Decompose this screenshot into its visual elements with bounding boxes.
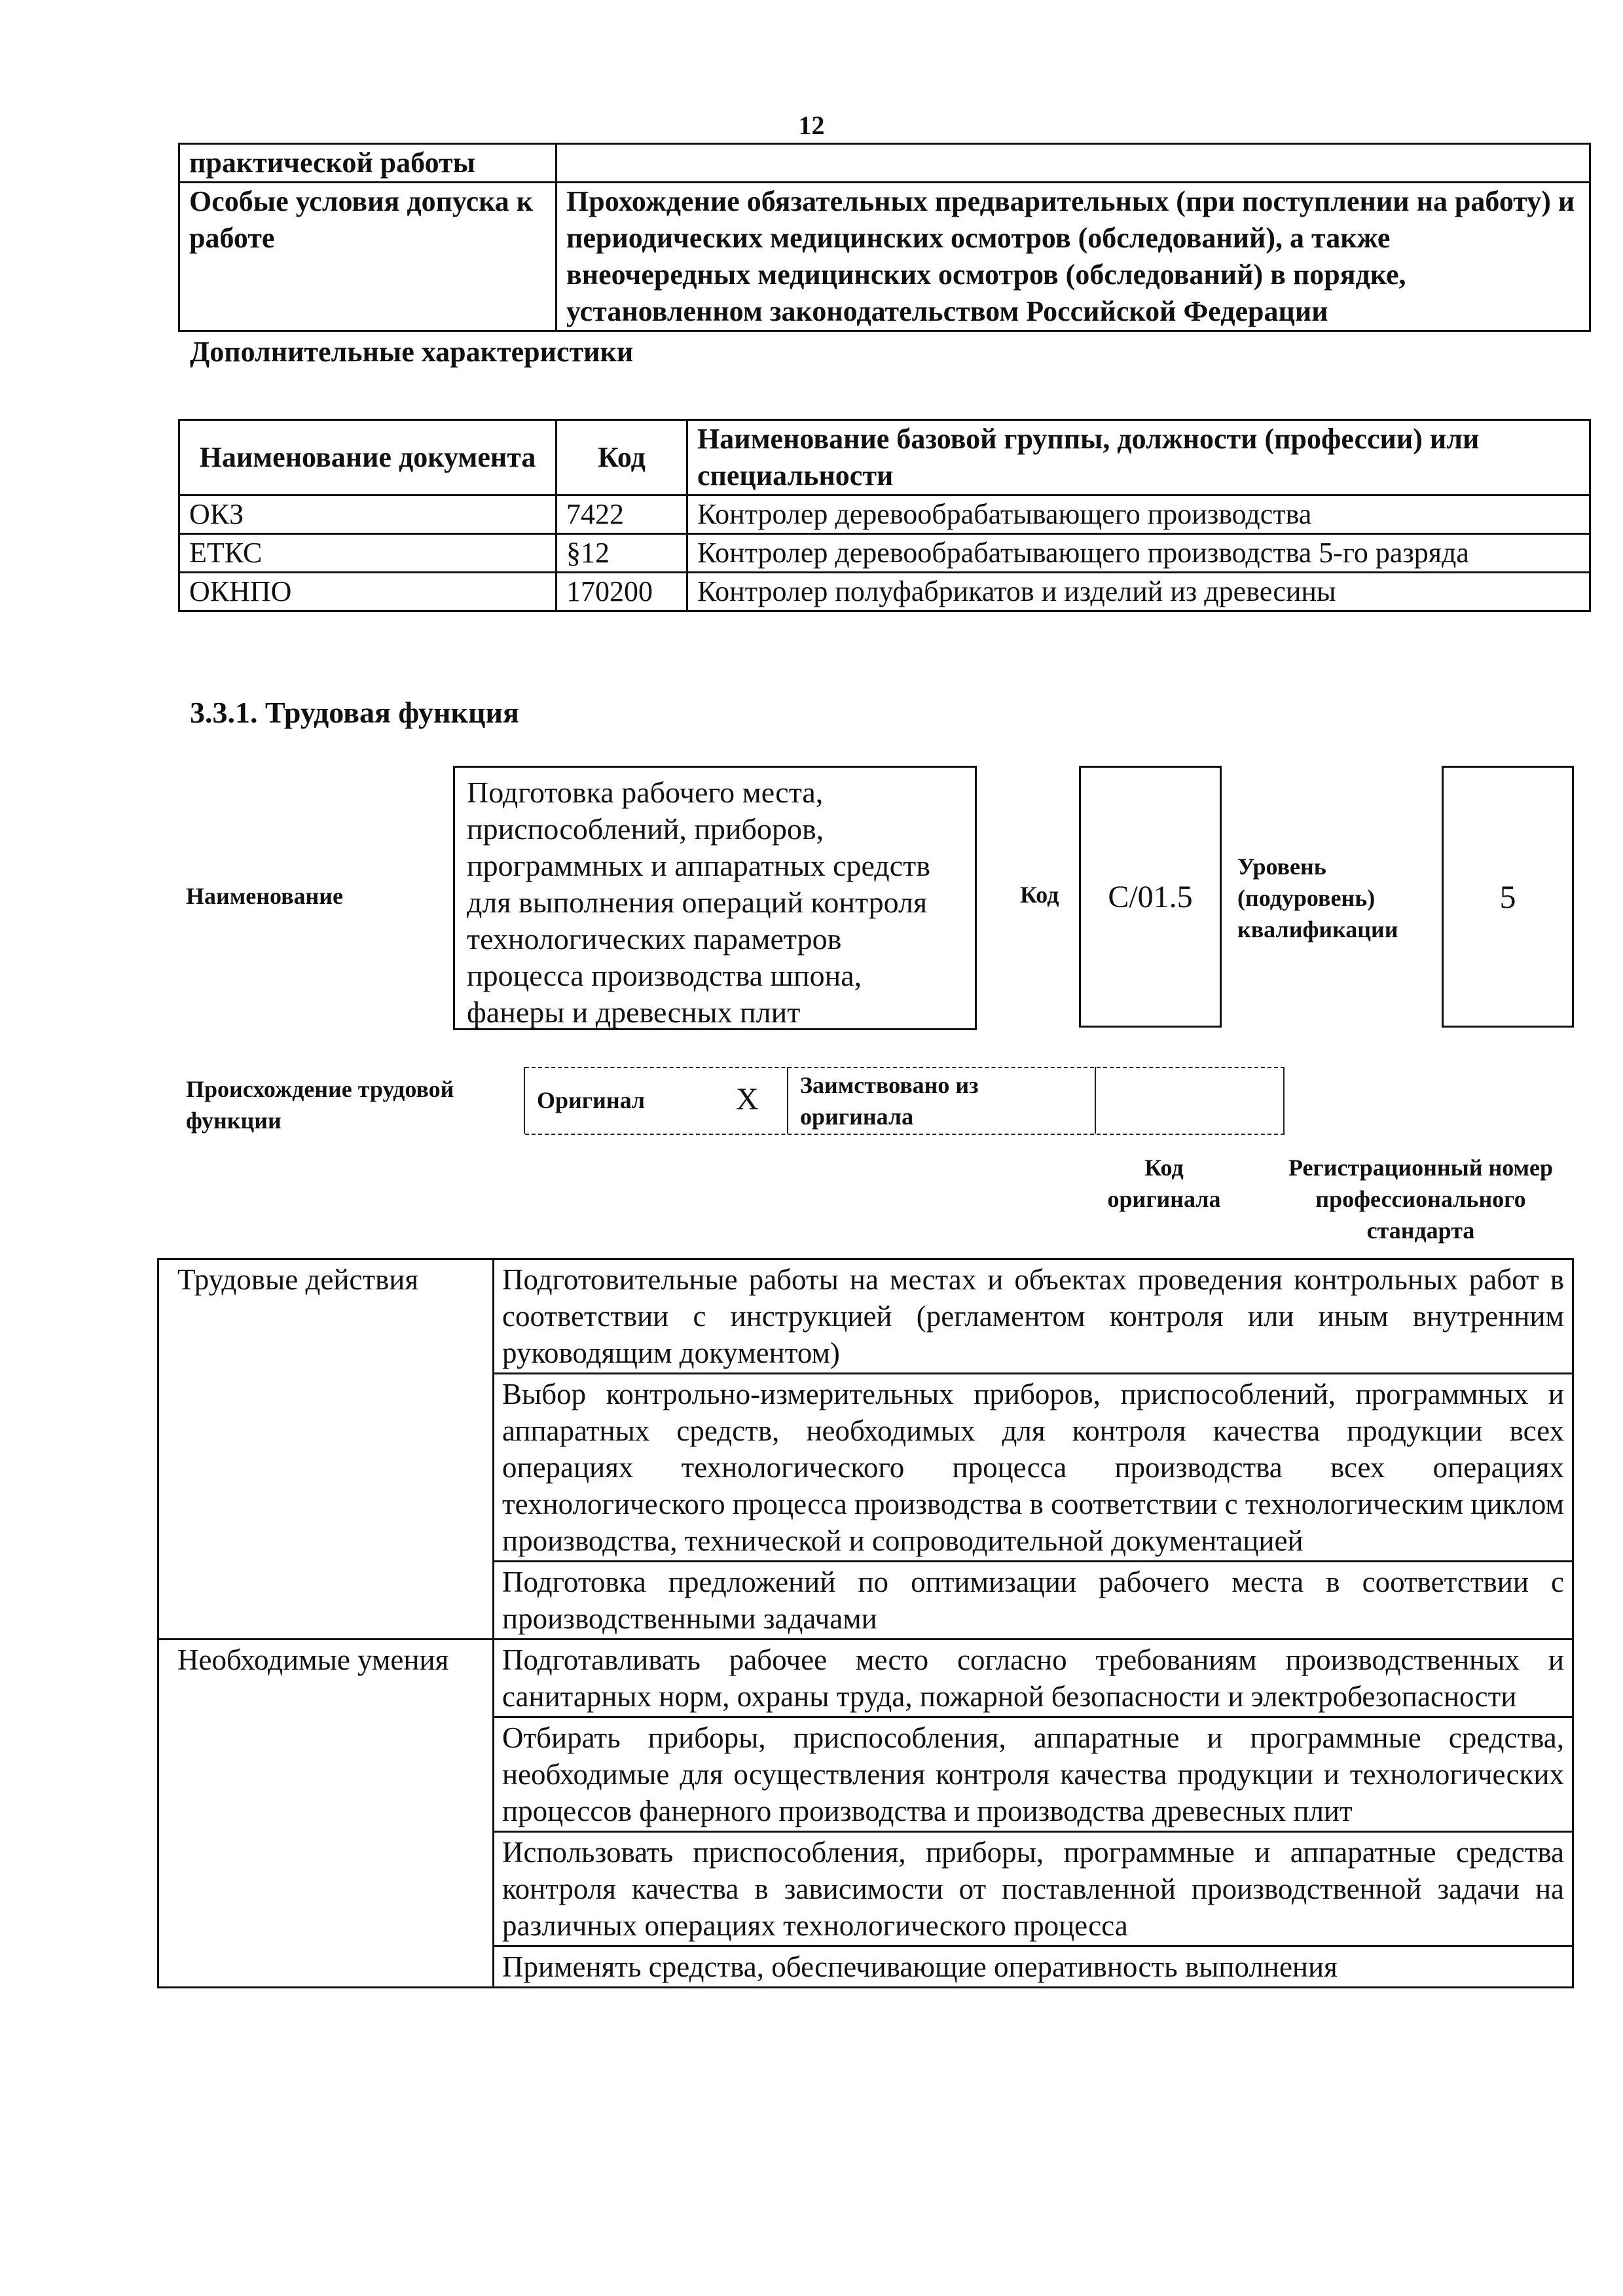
code-label: Код (1020, 882, 1059, 908)
table-cell: практической работы (179, 144, 556, 183)
skill-item: Использовать приспособления, приборы, программные и аппаратные средства контроля качества в зависимости от поставленной производственной задачи на различных операциях технологического процесса (494, 1832, 1573, 1946)
section-title: 3.3.1. Трудовая функция (190, 696, 519, 729)
origin-row (519, 1067, 1304, 1145)
level-label: Уровень (подуровень) квалификации (1237, 853, 1398, 942)
table-cell: Прохождение обязательных предварительных (при поступлении на работу) и периодических медицинских осмотров (обследований), а также внеочередных медицинских осмотров (обследований) в порядке, установленном законодательством Российской Федерации (556, 183, 1590, 331)
table-cell: 7422 (556, 495, 687, 534)
table-row (179, 144, 1590, 183)
column-header-document: Наименование документа (179, 420, 556, 495)
table-cell: Контролер деревообрабатывающего производства 5-го разряда (687, 534, 1590, 573)
skill-item: Применять средства, обеспечивающие оперативность выполнения (494, 1946, 1573, 1988)
divider (787, 1067, 788, 1134)
function-name-box: Подготовка рабочего места, приспособлений, приборов, программных и аппаратных средств для выполнения операций контроля технологических параметров процесса производства шпона, фанеры и древесных плит (453, 766, 977, 1030)
additional-characteristics-title: Дополнительные характеристики (190, 336, 634, 368)
top-table (178, 143, 1591, 332)
divider (525, 1067, 1285, 1068)
reg-number-label: Регистрационный номер профессионального стандарта (1288, 1155, 1554, 1244)
table-cell: ОКНПО (179, 573, 556, 611)
labor-function-table (157, 1258, 1574, 1988)
divider (1283, 1067, 1285, 1134)
divider (524, 1067, 525, 1134)
table-row (158, 1640, 1573, 1717)
function-code-box: C/01.5 (1079, 766, 1222, 1028)
table-cell: §12 (556, 534, 687, 573)
qualification-level-box: 5 (1442, 766, 1574, 1028)
divider (1095, 1067, 1096, 1134)
table-cell: 170200 (556, 573, 687, 611)
original-option: Оригинал (537, 1087, 646, 1113)
function-name-label: Наименование (186, 883, 343, 909)
divider (525, 1134, 1285, 1135)
table-cell: Контролер полуфабрикатов и изделий из древесины (687, 573, 1590, 611)
additional-characteristics-table (178, 419, 1591, 612)
column-header-code: Код (556, 420, 687, 495)
table-cell: Особые условия допуска к работе (179, 183, 556, 331)
required-skills-label: Необходимые умения (158, 1640, 494, 1988)
table-cell: ЕТКС (179, 534, 556, 573)
origin-label: Происхождение трудовой функции (186, 1076, 454, 1134)
borrowed-option: Заимствовано из оригинала (800, 1072, 979, 1130)
table-cell: ОКЗ (179, 495, 556, 534)
labor-action-item: Выбор контрольно-измерительных приборов, приспособлений, программных и аппаратных средств, необходимых для контроля качества продукции всех операциях технологического процесса производства всех операциях технологического процесса производства в соответствии с технологическим циклом производства, технической и сопроводительной документацией (494, 1374, 1573, 1562)
skill-item: Отбирать приборы, приспособления, аппаратные и программные средства, необходимые для осуществления контроля качества продукции и технологических процессов фанерного производства и производства древесных плит (494, 1717, 1573, 1832)
code-original-label: Код оригинала (1107, 1155, 1221, 1212)
table-row (179, 534, 1590, 573)
table-row (158, 1259, 1573, 1374)
labor-action-item: Подготовительные работы на местах и объектах проведения контрольных работ в соответствии с инструкцией (регламентом контроля или иным внутренним руководящим документом) (494, 1259, 1573, 1374)
original-mark: X (736, 1082, 759, 1117)
labor-action-item: Подготовка предложений по оптимизации рабочего места в соответствии с производственными задачами (494, 1562, 1573, 1640)
table-row (179, 573, 1590, 611)
skill-item: Подготавливать рабочее место согласно требованиям производственных и санитарных норм, охраны труда, пожарной безопасности и электробезопасности (494, 1640, 1573, 1717)
labor-actions-label: Трудовые действия (158, 1259, 494, 1640)
table-cell (556, 144, 1590, 183)
page-number: 12 (798, 111, 825, 140)
column-header-name: Наименование базовой группы, должности (профессии) или специальности (687, 420, 1590, 495)
table-cell: Контролер деревообрабатывающего производства (687, 495, 1590, 534)
table-row (179, 183, 1590, 331)
table-row (179, 495, 1590, 534)
table-header-row (179, 420, 1590, 495)
